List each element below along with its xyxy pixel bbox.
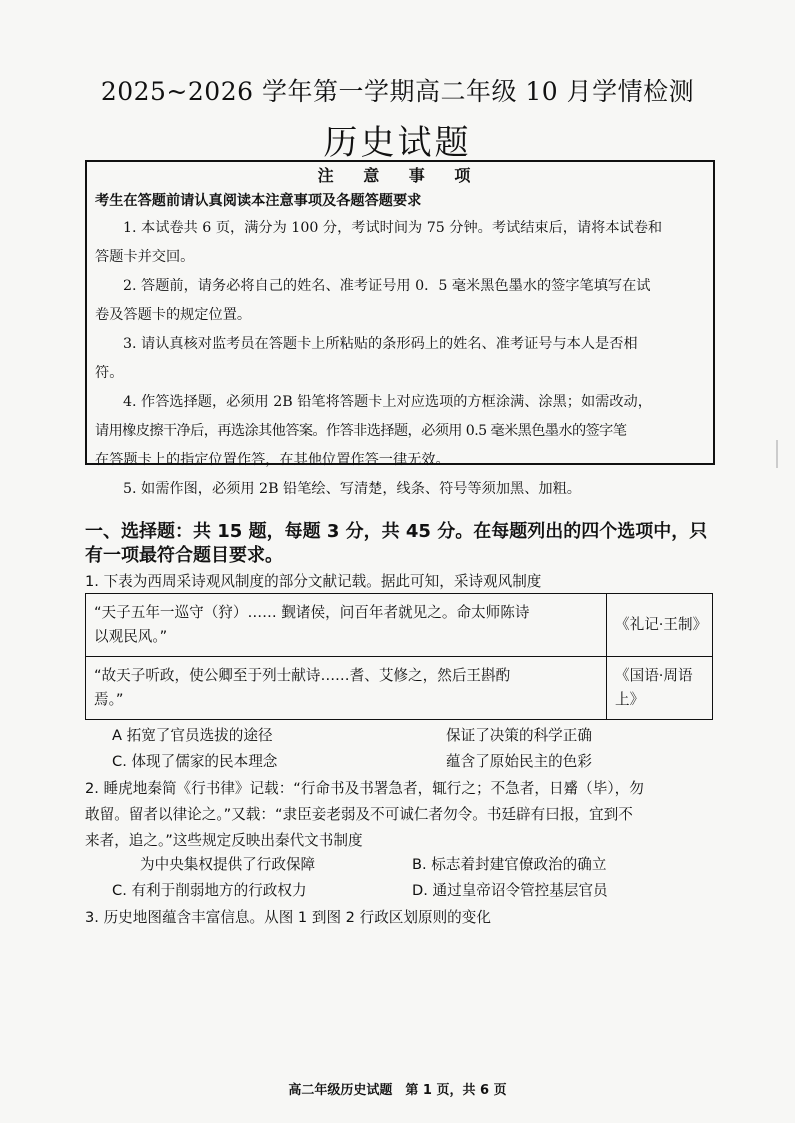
notice-line: 卷及答题卡的规定位置。	[95, 307, 252, 323]
q2-option-d[interactable]: D. 通过皇帝诏令管控基层官员	[412, 882, 608, 899]
table-cell-source	[607, 657, 713, 720]
source-line: 《国语·周语	[615, 667, 693, 684]
q1-option-c[interactable]: C. 体现了儒家的民本理念	[112, 753, 278, 770]
source-line: 上》	[615, 691, 645, 708]
table-cell-source: 《礼记·王制》	[607, 594, 713, 657]
notice-line: 3. 请认真核对监考员在答题卡上所粘贴的条形码上的姓名、准考证号与本人是否相	[123, 336, 638, 352]
stem-line: 2. 睡虎地秦简《行书律》记载：“行命书及书署急者，辄行之；不急者，日觱（毕），勿	[85, 780, 644, 797]
q1-option-a[interactable]: A 拓宽了官员选拔的途径	[112, 727, 273, 744]
q2-option-a[interactable]: 为中央集权提供了行政保障	[140, 856, 316, 873]
quote-line: 焉。”	[94, 691, 124, 708]
notice-line: 答题卡并交回。	[95, 249, 195, 265]
exam-subject-title: 历史试题	[323, 123, 472, 163]
table-cell-quote	[86, 594, 607, 657]
table-row	[86, 594, 713, 657]
question-1-stem: 1. 下表为西周采诗观风制度的部分文献记载。据此可知，采诗观风制度	[85, 573, 542, 590]
q1-option-b[interactable]: 保证了决策的科学正确	[446, 727, 592, 744]
question-3-stem: 3. 历史地图蕴含丰富信息。从图 1 到图 2 行政区划原则的变化	[85, 909, 491, 926]
q1-source-table	[85, 593, 713, 720]
notice-intro: 考生在答题前请认真阅读本注意事项及各题答题要求	[95, 193, 422, 209]
question-2-stem	[85, 776, 644, 854]
q2-option-b[interactable]: B. 标志着封建官僚政治的确立	[412, 856, 607, 873]
q1-option-d[interactable]: 蕴含了原始民主的色彩	[446, 753, 592, 770]
q2-option-c[interactable]: C. 有利于削弱地方的行政权力	[112, 882, 307, 899]
section-heading-line: 有一项最符合题目要求。	[85, 545, 283, 566]
scan-mark	[776, 440, 778, 468]
notice-line: 2. 答题前，请务必将自己的姓名、准考证号用 0．5 毫米黑色墨水的签字笔填写在试	[123, 278, 651, 294]
notice-line: 符。	[95, 365, 124, 381]
page-footer: 高二年级历史试题 第 1 页，共 6 页	[288, 1083, 507, 1098]
notice-line: 4. 作答选择题，必须用 2B 铅笔将答题卡上对应选项的方框涂满、涂黑；如需改动，	[123, 394, 652, 410]
notice-line: 请用橡皮擦干净后，再选涂其他答案。作答非选择题，必须用 0.5 毫米黑色墨水的签字笔	[95, 423, 627, 439]
section-heading-line: 一、选择题：共 15 题，每题 3 分，共 45 分。在每题列出的四个选项中，只	[85, 521, 708, 542]
table-row	[86, 657, 713, 720]
table-cell-quote	[86, 657, 607, 720]
notice-line: 1. 本试卷共 6 页，满分为 100 分，考试时间为 75 分钟。考试结束后，请将本试卷和	[123, 220, 663, 236]
notice-line: 5. 如需作图，必须用 2B 铅笔绘、写清楚，线条、符号等须加黑、加粗。	[123, 481, 581, 497]
quote-line: 以观民风。”	[94, 628, 168, 645]
notice-line: 在答题卡上的指定位置作答，在其他位置作答一律无效。	[95, 452, 450, 468]
quote-line: “天子五年一巡守（狩）…… 觐诸侯，问百年者就见之。命太师陈诗	[94, 604, 530, 621]
section-heading	[85, 520, 725, 568]
quote-line: “故天子听政，使公卿至于列士献诗……耆、艾修之，然后王斟酌	[94, 667, 511, 684]
exam-title: 2025~2026 学年第一学期高二年级 10 月学情检测	[100, 77, 695, 106]
stem-line: 来者，追之。”这些规定反映出秦代文书制度	[85, 832, 363, 849]
stem-line: 敢留。留者以律论之。”又载：“隶臣妾老弱及不可诚仁者勿令。书廷辟有曰报，宜到不	[85, 806, 633, 823]
notice-heading: 注 意 事 项	[317, 166, 483, 185]
notice-box	[85, 160, 715, 497]
